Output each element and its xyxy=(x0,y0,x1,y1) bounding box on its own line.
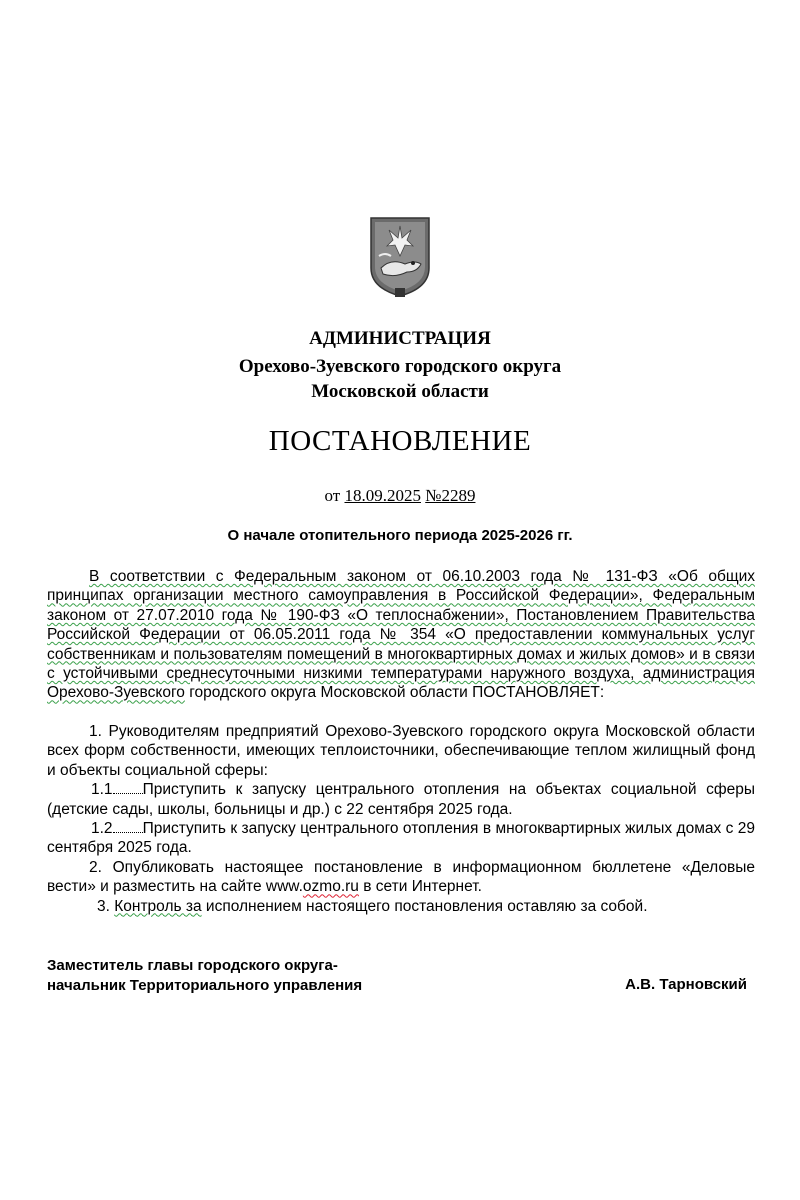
document-date: 18.09.2025 xyxy=(344,486,421,505)
item-text-end: в сети Интернет. xyxy=(358,878,482,896)
item-text: исполнением настоящего постановления оставляю за собой. xyxy=(201,897,648,915)
item-number: 1.2 xyxy=(91,820,113,838)
coat-of-arms-icon xyxy=(369,216,431,298)
date-prefix: от xyxy=(324,486,341,505)
preamble-text: В соответствии с Федеральным законом от 06.10.2003 года № 131-ФЗ «Об общих принципах организации местного самоуправления в Российской Федерации», Федеральным законом от 27.07.2010 года № 190-ФЗ «О теплоснабжении», Постановлением Правительства Российской Федерации от 06.05.2011 года № 354 «О предоставлении коммунальных услуг собственникам и пользователям помещений в многоквартирных домах и жилых домов» и в связи с устойчивыми среднесуточными низкими температурами наружного воздуха, администрация Орехово-Зуевского xyxy=(47,568,755,702)
item-text: Опубликовать настоящее постановление в информационном бюллетене «Деловые вести» и разместить на сайте www. xyxy=(47,858,755,896)
org-subtitle-district: Орехово-Зуевского городского округа xyxy=(238,356,562,377)
document-type: ПОСТАНОВЛЕНИЕ xyxy=(268,425,532,457)
item-1 xyxy=(47,722,755,780)
item-2 xyxy=(47,858,755,897)
document-subject: О начале отопительного периода 2025-2026 гг. xyxy=(227,527,573,544)
resolution-items xyxy=(47,722,755,916)
item-number: 3. xyxy=(97,897,110,915)
signer-position-line2: начальник Территориального управления xyxy=(47,977,363,994)
preamble xyxy=(47,567,755,703)
item-1-1 xyxy=(47,780,755,819)
signer-name: А.В. Тарновский xyxy=(625,976,747,993)
preamble-tail: городского округа Московской области ПОСТАНОВЛЯЕТ: xyxy=(189,684,605,702)
preamble-paragraph xyxy=(47,567,755,703)
signer-position-line1: Заместитель главы городского округа- xyxy=(47,957,338,974)
item-3 xyxy=(47,897,755,916)
item-text: Приступить к запуску центрального отопления на объектах социальной сферы (детские сады, школы, больницы и др.) с 22 сентября 2025 года. xyxy=(47,781,755,818)
org-title: АДМИНИСТРАЦИЯ xyxy=(309,328,491,349)
document-number-line xyxy=(0,486,800,506)
item-keyword: Контроль за xyxy=(114,897,202,915)
item-number: 1.1 xyxy=(91,781,113,799)
tab-leader xyxy=(113,781,143,794)
item-text: Руководителям предприятий Орехово-Зуевского городского округа Московской области всех форм собственности, имеющих теплоисточники, обеспечивающие теплом жилищный фонд и объекты социальной сферы: xyxy=(47,723,755,779)
item-text: Приступить к запуску центрального отопления в многоквартирных жилых домах с 29 сентября 2025 года. xyxy=(47,820,755,857)
site-link[interactable]: ozmo.ru xyxy=(302,878,359,896)
org-subtitle-region: Московской области xyxy=(311,381,489,402)
item-number: 2. xyxy=(89,858,102,876)
item-number: 1. xyxy=(89,723,102,740)
tab-leader xyxy=(113,820,143,833)
document-number: №2289 xyxy=(425,486,476,505)
item-1-2 xyxy=(47,819,755,858)
